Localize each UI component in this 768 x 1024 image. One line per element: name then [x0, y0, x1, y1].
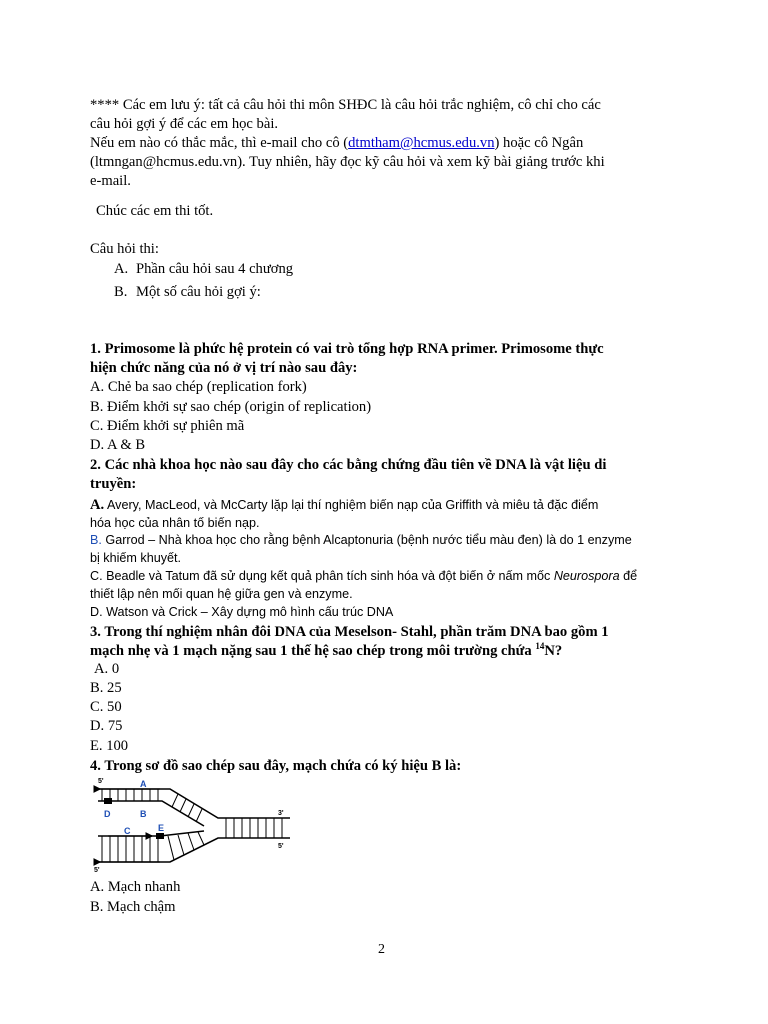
- q2-option-b-marker: B.: [90, 533, 102, 547]
- q1-option-b: B. Điểm khởi sự sao chép (origin of replication): [90, 399, 372, 415]
- email-link-dtmtham[interactable]: dtmtham@hcmus.edu.vn: [348, 135, 495, 151]
- label-right-bottom-five-prime: 5': [278, 843, 284, 850]
- label-d: D: [104, 809, 111, 819]
- intro-line-4: (ltmngan@hcmus.edu.vn). Tuy nhiên, hãy đọc kỹ câu hỏi và xem kỹ bài giảng trước khi: [90, 154, 605, 170]
- q2-option-a-line-1: [90, 496, 598, 515]
- q2-option-d: D. Watson và Crick – Xây dựng mô hình cấu trúc DNA: [90, 605, 394, 619]
- intro-line-5: e-mail.: [90, 173, 131, 189]
- list-a-text: Phần câu hỏi sau 4 chương: [136, 261, 294, 277]
- intro-line-2: câu hỏi gợi ý để các em học bài.: [90, 116, 279, 132]
- q3-option-c: C. 50: [90, 699, 122, 715]
- q2-option-b-text: Garrod – Nhà khoa học cho rằng bệnh Alcaptonuria (bệnh nước tiểu màu đen) là do 1 enzyme: [101, 533, 632, 547]
- wish-text: Chúc các em thi tốt.: [96, 203, 214, 219]
- q2-option-c-line-2: thiết lập nên mối quan hệ giữa gen và enzyme.: [90, 587, 353, 601]
- list-b-text: Một số câu hỏi gợi ý:: [136, 284, 261, 300]
- primer-d: [104, 798, 112, 804]
- label-a: A: [140, 779, 147, 789]
- q2-line-2: truyền:: [90, 476, 137, 492]
- list-a-marker: A.: [114, 261, 129, 277]
- label-e: E: [158, 823, 165, 833]
- intro-line-3: [90, 134, 583, 153]
- intro-line-3-pre: Nếu em nào có thắc mắc, thì e-mail cho cô (: [90, 135, 349, 151]
- exam-label: Câu hỏi thi:: [90, 241, 159, 257]
- page-number: 2: [378, 942, 385, 957]
- q2-option-a-marker: A.: [90, 497, 105, 513]
- replication-fork-diagram: [90, 776, 300, 874]
- q2-option-a-line-2: hóa học của nhân tố biến nạp.: [90, 516, 260, 530]
- q3-isotope-superscript: 14: [535, 641, 545, 651]
- q2-option-c-line-1: [90, 567, 637, 586]
- q1-option-d: D. A & B: [90, 437, 146, 453]
- q3-line-1: 3. Trong thí nghiệm nhân đôi DNA của Meselson- Stahl, phần trăm DNA bao gồm 1: [90, 624, 609, 640]
- label-c: C: [124, 826, 131, 836]
- q2-option-c-post: để: [619, 569, 638, 583]
- q2-option-b-line-2: bị khiếm khuyết.: [90, 551, 181, 565]
- q3-option-b: B. 25: [90, 680, 122, 696]
- q2-line-1: 2. Các nhà khoa học nào sau đây cho các bằng chứng đầu tiên về DNA là vật liệu di: [90, 457, 607, 473]
- q3-line-2-post: N?: [544, 643, 563, 659]
- label-b: B: [140, 809, 147, 819]
- q3-option-e: E. 100: [90, 738, 129, 754]
- q3-option-d: D. 75: [90, 718, 123, 734]
- intro-line-1: **** Các em lưu ý: tất cả câu hỏi thi môn SHĐC là câu hỏi trắc nghiệm, cô chỉ cho các: [90, 97, 601, 113]
- q4-option-a: A. Mạch nhanh: [90, 879, 181, 895]
- label-right-top-three-prime: 3': [278, 810, 284, 817]
- top-outer-strand: [94, 789, 290, 818]
- q2-option-a-text: Avery, MacLeod, và McCarty lặp lại thí nghiệm biến nạp của Griffith và miêu tả đặc điểm: [104, 498, 599, 512]
- bottom-outer-strand: [94, 838, 290, 862]
- q2-option-b-line-1: [90, 531, 632, 550]
- label-top-five-prime: 5': [98, 778, 104, 785]
- q2-option-c-italic: Neurospora: [553, 569, 620, 583]
- q1-line-2: hiện chức năng của nó ở vị trí nào sau đây:: [90, 360, 358, 376]
- list-b-marker: B.: [114, 284, 128, 300]
- q3-line-2-pre: mạch nhẹ và 1 mạch nặng sau 1 thế hệ sao chép trong môi trường chứa: [90, 643, 536, 659]
- intro-line-3-post: ) hoặc cô Ngân: [494, 135, 584, 151]
- q2-option-c-pre: C. Beadle và Tatum đã sử dụng kết quả phân tích sinh hóa và đột biến ở nấm mốc: [90, 569, 554, 583]
- q3-line-2: [90, 642, 562, 661]
- q1-option-a: A. Chẻ ba sao chép (replication fork): [90, 379, 307, 395]
- primer-e: [156, 833, 164, 839]
- top-inner-strand: [98, 801, 204, 826]
- q3-option-a: A. 0: [94, 661, 120, 677]
- q4-option-b: B. Mạch chậm: [90, 899, 176, 915]
- q1-line-1: 1. Primosome là phức hệ protein có vai trò tổng hợp RNA primer. Primosome thực: [90, 341, 604, 357]
- q4-line-1: 4. Trong sơ đồ sao chép sau đây, mạch chứa có ký hiệu B là:: [90, 758, 462, 774]
- label-bottom-five-prime: 5': [94, 867, 100, 874]
- q1-option-c: C. Điểm khởi sự phiên mã: [90, 418, 245, 434]
